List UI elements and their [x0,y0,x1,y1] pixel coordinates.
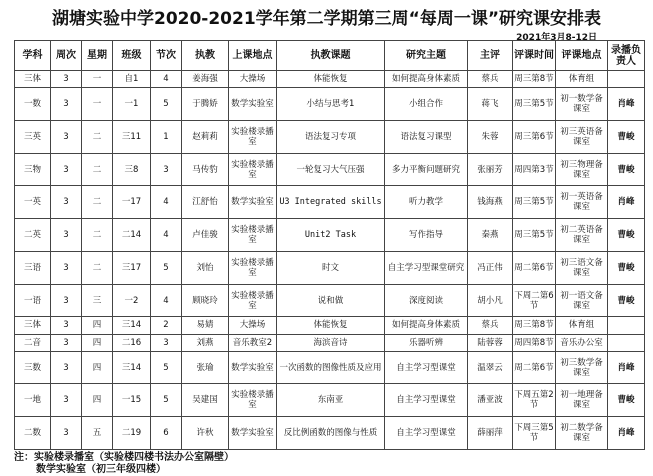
table-cell: 肖峰 [608,417,645,450]
column-header: 班级 [113,41,151,71]
table-cell: 多力平衡问题研究 [385,153,468,186]
table-cell: 3 [151,153,182,186]
table-cell: 初一地理备课室 [556,384,608,417]
table-row [15,251,645,284]
table-cell: 二 [82,219,113,252]
table-cell: 周三第8节 [513,71,556,88]
table-cell: 周二第6节 [513,351,556,384]
table-cell: 自1 [113,71,151,88]
table-cell: 周三第6节 [513,120,556,153]
table-cell: 实验楼录播室 [229,251,277,284]
table-cell: 3 [51,120,82,153]
table-cell: 体育组 [556,71,608,88]
table-cell: 小组合作 [385,88,468,121]
table-cell: 实验楼录播室 [229,153,277,186]
table-cell: 反比例函数的图像与性质 [277,417,385,450]
table-cell: 数学实验室 [229,88,277,121]
table-cell: 曹峻 [608,251,645,284]
table-row [15,88,645,121]
table-cell: 刘怡 [182,251,229,284]
table-cell: 下周二第6节 [513,284,556,317]
table-cell: 1 [151,120,182,153]
table-cell: 初一数学备课室 [556,88,608,121]
table-cell: 初一英语备课室 [556,186,608,219]
table-cell: 深度阅读 [385,284,468,317]
table-cell: 四 [82,317,113,334]
table-cell: 三语 [15,251,51,284]
table-row [15,334,645,351]
table-cell: 温翠云 [468,351,513,384]
table-cell: 江舒怡 [182,186,229,219]
table-cell: 3 [51,351,82,384]
table-cell: 曹峻 [608,153,645,186]
table-cell: 音乐教室2 [229,334,277,351]
table-cell: 3 [51,153,82,186]
table-cell: 许秋 [182,417,229,450]
column-header: 研究主题 [385,41,468,71]
table-cell: 三体 [15,71,51,88]
table-cell: 一英 [15,186,51,219]
table-cell: 下周五第2节 [513,384,556,417]
table-cell: 2 [151,317,182,334]
table-row [15,153,645,186]
table-cell: 数学实验室 [229,186,277,219]
table-cell: 二音 [15,334,51,351]
table-cell: 4 [151,186,182,219]
table-cell: 三11 [113,120,151,153]
table-cell: 胡小凡 [468,284,513,317]
table-cell: 三8 [113,153,151,186]
table-cell: 钱海燕 [468,186,513,219]
table-cell: 吴建国 [182,384,229,417]
table-cell: 二 [82,120,113,153]
table-cell: 三17 [113,251,151,284]
table-cell: 曹峻 [608,219,645,252]
table-cell: 二 [82,251,113,284]
table-cell: 肖峰 [608,88,645,121]
table-cell: 四 [82,384,113,417]
table-cell: 周三第5节 [513,219,556,252]
table-cell: 二英 [15,219,51,252]
table-cell: 3 [51,384,82,417]
table-cell: 冯正伟 [468,251,513,284]
column-header: 评课地点 [556,41,608,71]
table-row [15,219,645,252]
table-cell: 刘燕 [182,334,229,351]
table-cell: Unit2 Task [277,219,385,252]
table-cell: 一数 [15,88,51,121]
table-cell: 周四第3节 [513,153,556,186]
table-cell: 说和做 [277,284,385,317]
table-row [15,417,645,450]
table-cell: 曹峻 [608,284,645,317]
table-row [15,120,645,153]
table-cell [608,334,645,351]
table-cell: 初三语文备课室 [556,251,608,284]
table-cell: 周三第5节 [513,88,556,121]
table-cell: 音乐办公室 [556,334,608,351]
table-cell: 张瑜 [182,351,229,384]
table-cell: 自主学习型课堂 [385,417,468,450]
table-cell: 小结与思考1 [277,88,385,121]
table-cell: 一2 [113,284,151,317]
table-cell: 数学实验室 [229,351,277,384]
table-cell: 肖峰 [608,351,645,384]
table-cell: 周二第6节 [513,251,556,284]
table-row [15,351,645,384]
table-cell: 五 [82,417,113,450]
table-cell: 潘亚波 [468,384,513,417]
table-cell: 初三英语备课室 [556,120,608,153]
table-cell: 二16 [113,334,151,351]
table-cell: 一轮复习大气压强 [277,153,385,186]
table-cell [608,71,645,88]
table-cell: 三物 [15,153,51,186]
column-header: 上课地点 [229,41,277,71]
table-cell: 5 [151,384,182,417]
table-cell: 周四第8节 [513,334,556,351]
table-cell: 海滨音诗 [277,334,385,351]
table-cell: 4 [151,284,182,317]
table-cell: 易婧 [182,317,229,334]
table-cell: 初二数学备课室 [556,417,608,450]
table-cell: 三14 [113,351,151,384]
table-cell: 初一语文备课室 [556,284,608,317]
table-cell: 5 [151,351,182,384]
table-cell: 3 [51,417,82,450]
table-cell: 顾晓玲 [182,284,229,317]
table-cell: 3 [51,71,82,88]
table-cell: 二14 [113,219,151,252]
table-cell: 二19 [113,417,151,450]
table-cell: 蔡兵 [468,71,513,88]
table-cell: 二 [82,153,113,186]
table-cell: 大操场 [229,317,277,334]
table-row [15,384,645,417]
table-cell: 语法复习课型 [385,120,468,153]
table-cell: 如何提高身体素质 [385,71,468,88]
table-cell: 蔡兵 [468,317,513,334]
table-cell: 曹峻 [608,384,645,417]
table-cell: 初三数学备课室 [556,351,608,384]
table-cell: 实验楼录播室 [229,384,277,417]
table-cell: 三英 [15,120,51,153]
table-cell: 实验楼录播室 [229,120,277,153]
table-cell: 卢佳骏 [182,219,229,252]
column-header: 评课时间 [513,41,556,71]
table-cell: 一 [82,71,113,88]
table-row [15,186,645,219]
table-cell: 体育组 [556,317,608,334]
table-cell: 自主学习型课堂研究 [385,251,468,284]
table-cell: 3 [51,88,82,121]
table-header-row [15,41,645,71]
date-range: 2021年3月8-12日 [516,33,597,43]
table-cell: 三 [82,284,113,317]
table-cell: 6 [151,417,182,450]
table-cell: 一17 [113,186,151,219]
table-cell: 3 [51,186,82,219]
schedule-table [14,40,645,450]
column-header: 周次 [51,41,82,71]
table-cell: 3 [151,334,182,351]
table-cell: 一 [82,88,113,121]
column-header: 节次 [151,41,182,71]
table-cell: 3 [51,251,82,284]
column-header: 学科 [15,41,51,71]
table-cell: 一次函数的图像性质及应用 [277,351,385,384]
table-cell: 自主学习型课堂 [385,351,468,384]
table-cell: 大操场 [229,71,277,88]
page-title: 湖塘实验中学2020-2021学年第二学期第三周“每周一课”研究课安排表 [51,9,602,29]
table-cell: 赵莉莉 [182,120,229,153]
table-cell: 二数 [15,417,51,450]
table-cell: 语法复习专项 [277,120,385,153]
footnote-line: 数学实验室（初三年级四楼） [36,464,166,475]
table-cell: 听力教学 [385,186,468,219]
table-cell: 朱蓉 [468,120,513,153]
table-row [15,284,645,317]
table-cell: 周三第5节 [513,186,556,219]
table-cell: 一地 [15,384,51,417]
table-cell: 实验楼录播室 [229,284,277,317]
table-cell: 实验楼录播室 [229,219,277,252]
table-cell: 曹峻 [608,120,645,153]
table-cell: 蒋飞 [468,88,513,121]
table-cell: 马传豹 [182,153,229,186]
table-cell: 二 [82,186,113,219]
table-cell: 3 [51,219,82,252]
table-cell: 下周三第5节 [513,417,556,450]
footnote-line: 注：实验楼录播室（实验楼四楼书法办公室隔壁） [14,452,234,463]
table-cell: 秦燕 [468,219,513,252]
table-cell: 体能恢复 [277,317,385,334]
table-cell: 薛丽萍 [468,417,513,450]
table-cell: 自主学习型课堂 [385,384,468,417]
column-header: 星期 [82,41,113,71]
table-cell: 3 [51,317,82,334]
table-cell: 3 [51,334,82,351]
table-cell: 时文 [277,251,385,284]
table-cell: 5 [151,88,182,121]
table-cell: 初三物理备课室 [556,153,608,186]
table-cell: 一15 [113,384,151,417]
footnote [14,452,234,476]
table-cell: 一语 [15,284,51,317]
column-header: 主评 [468,41,513,71]
table-cell: 四 [82,334,113,351]
table-cell: 肖峰 [608,186,645,219]
table-cell: 5 [151,251,182,284]
table-cell: 三14 [113,317,151,334]
table-cell: 初二英语备课室 [556,219,608,252]
table-cell: 周三第8节 [513,317,556,334]
table-cell: 姜海强 [182,71,229,88]
table-cell: 四 [82,351,113,384]
table-cell: 写作指导 [385,219,468,252]
column-header: 执教课题 [277,41,385,71]
table-cell: 张丽芳 [468,153,513,186]
table-cell: 一1 [113,88,151,121]
column-header: 执教 [182,41,229,71]
table-cell: 如何提高身体素质 [385,317,468,334]
table-cell: U3 Integrated skills [277,186,385,219]
table-row [15,71,645,88]
table-cell [608,317,645,334]
column-header: 录播负责人 [608,41,645,71]
table-row [15,317,645,334]
table-cell: 4 [151,71,182,88]
table-cell: 东南亚 [277,384,385,417]
table-cell: 于腾娇 [182,88,229,121]
table-cell: 三数 [15,351,51,384]
table-cell: 体能恢复 [277,71,385,88]
table-cell: 三体 [15,317,51,334]
table-cell: 乐器听辨 [385,334,468,351]
table-cell: 数学实验室 [229,417,277,450]
table-cell: 陆蓉蓉 [468,334,513,351]
table-cell: 4 [151,219,182,252]
table-cell: 3 [51,284,82,317]
